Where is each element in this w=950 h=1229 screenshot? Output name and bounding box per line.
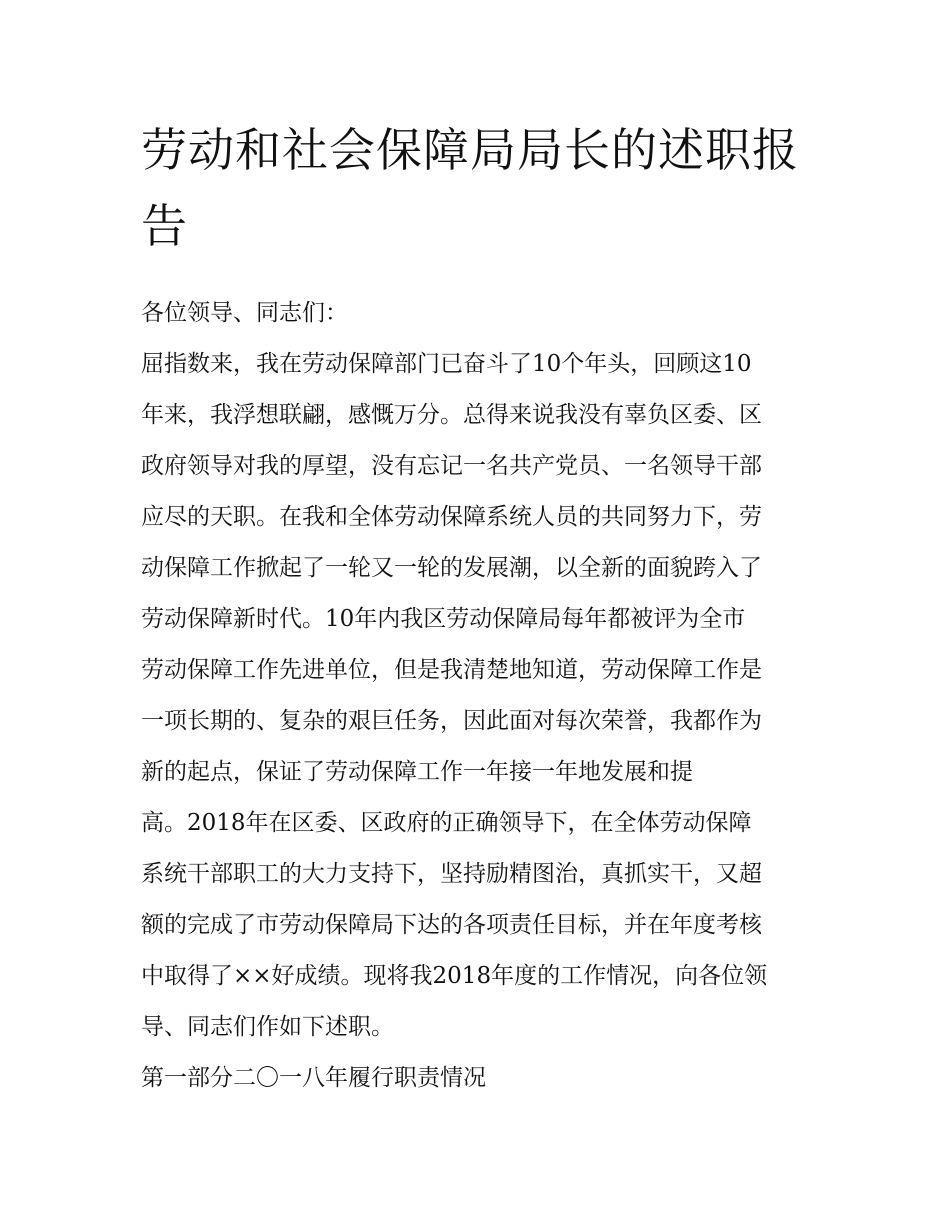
- document-title: 劳动和社会保障局局长的述职报告: [141, 123, 799, 253]
- section-heading: 第一部分二〇一八年履行职责情况: [141, 1065, 486, 1091]
- paragraph-line: 新的起点，保证了劳动保障工作一年接一年地发展和提: [141, 759, 693, 785]
- paragraph-line: 额的完成了市劳动保障局下达的各项责任目标，并在年度考核: [141, 912, 762, 938]
- paragraph-line: 屈指数来，我在劳动保障部门已奋斗了10个年头，回顾这10: [141, 351, 752, 377]
- paragraph-line: 系统干部职工的大力支持下，坚持励精图治，真抓实干，又超: [141, 861, 762, 887]
- paragraph-line: 劳动保障新时代。10年内我区劳动保障局每年都被评为全市: [141, 606, 746, 632]
- paragraph-line: 中取得了××好成绩。现将我2018年度的工作情况，向各位领: [141, 963, 768, 989]
- document-body: [141, 112, 816, 1104]
- paragraph-line: 动保障工作掀起了一轮又一轮的发展潮，以全新的面貌跨入了: [141, 555, 762, 581]
- paragraph-line: 一项长期的、复杂的艰巨任务，因此面对每次荣誉，我都作为: [141, 708, 762, 734]
- paragraph-line: 劳动保障工作先进单位，但是我清楚地知道，劳动保障工作是: [141, 657, 762, 683]
- paragraph-line: 导、同志们作如下述职。: [141, 1014, 394, 1040]
- paragraph-line: 年来，我浮想联翩，感慨万分。总得来说我没有辜负区委、区: [141, 402, 762, 428]
- salutation-line: 各位领导、同志们：: [141, 300, 348, 326]
- paragraph-line: 政府领导对我的厚望，没有忘记一名共产党员、一名领导干部: [141, 453, 762, 479]
- paragraph-line: 应尽的天职。在我和全体劳动保障系统人员的共同努力下，劳: [141, 504, 762, 530]
- paragraph-line: 高。2018年在区委、区政府的正确领导下，在全体劳动保障: [141, 810, 752, 836]
